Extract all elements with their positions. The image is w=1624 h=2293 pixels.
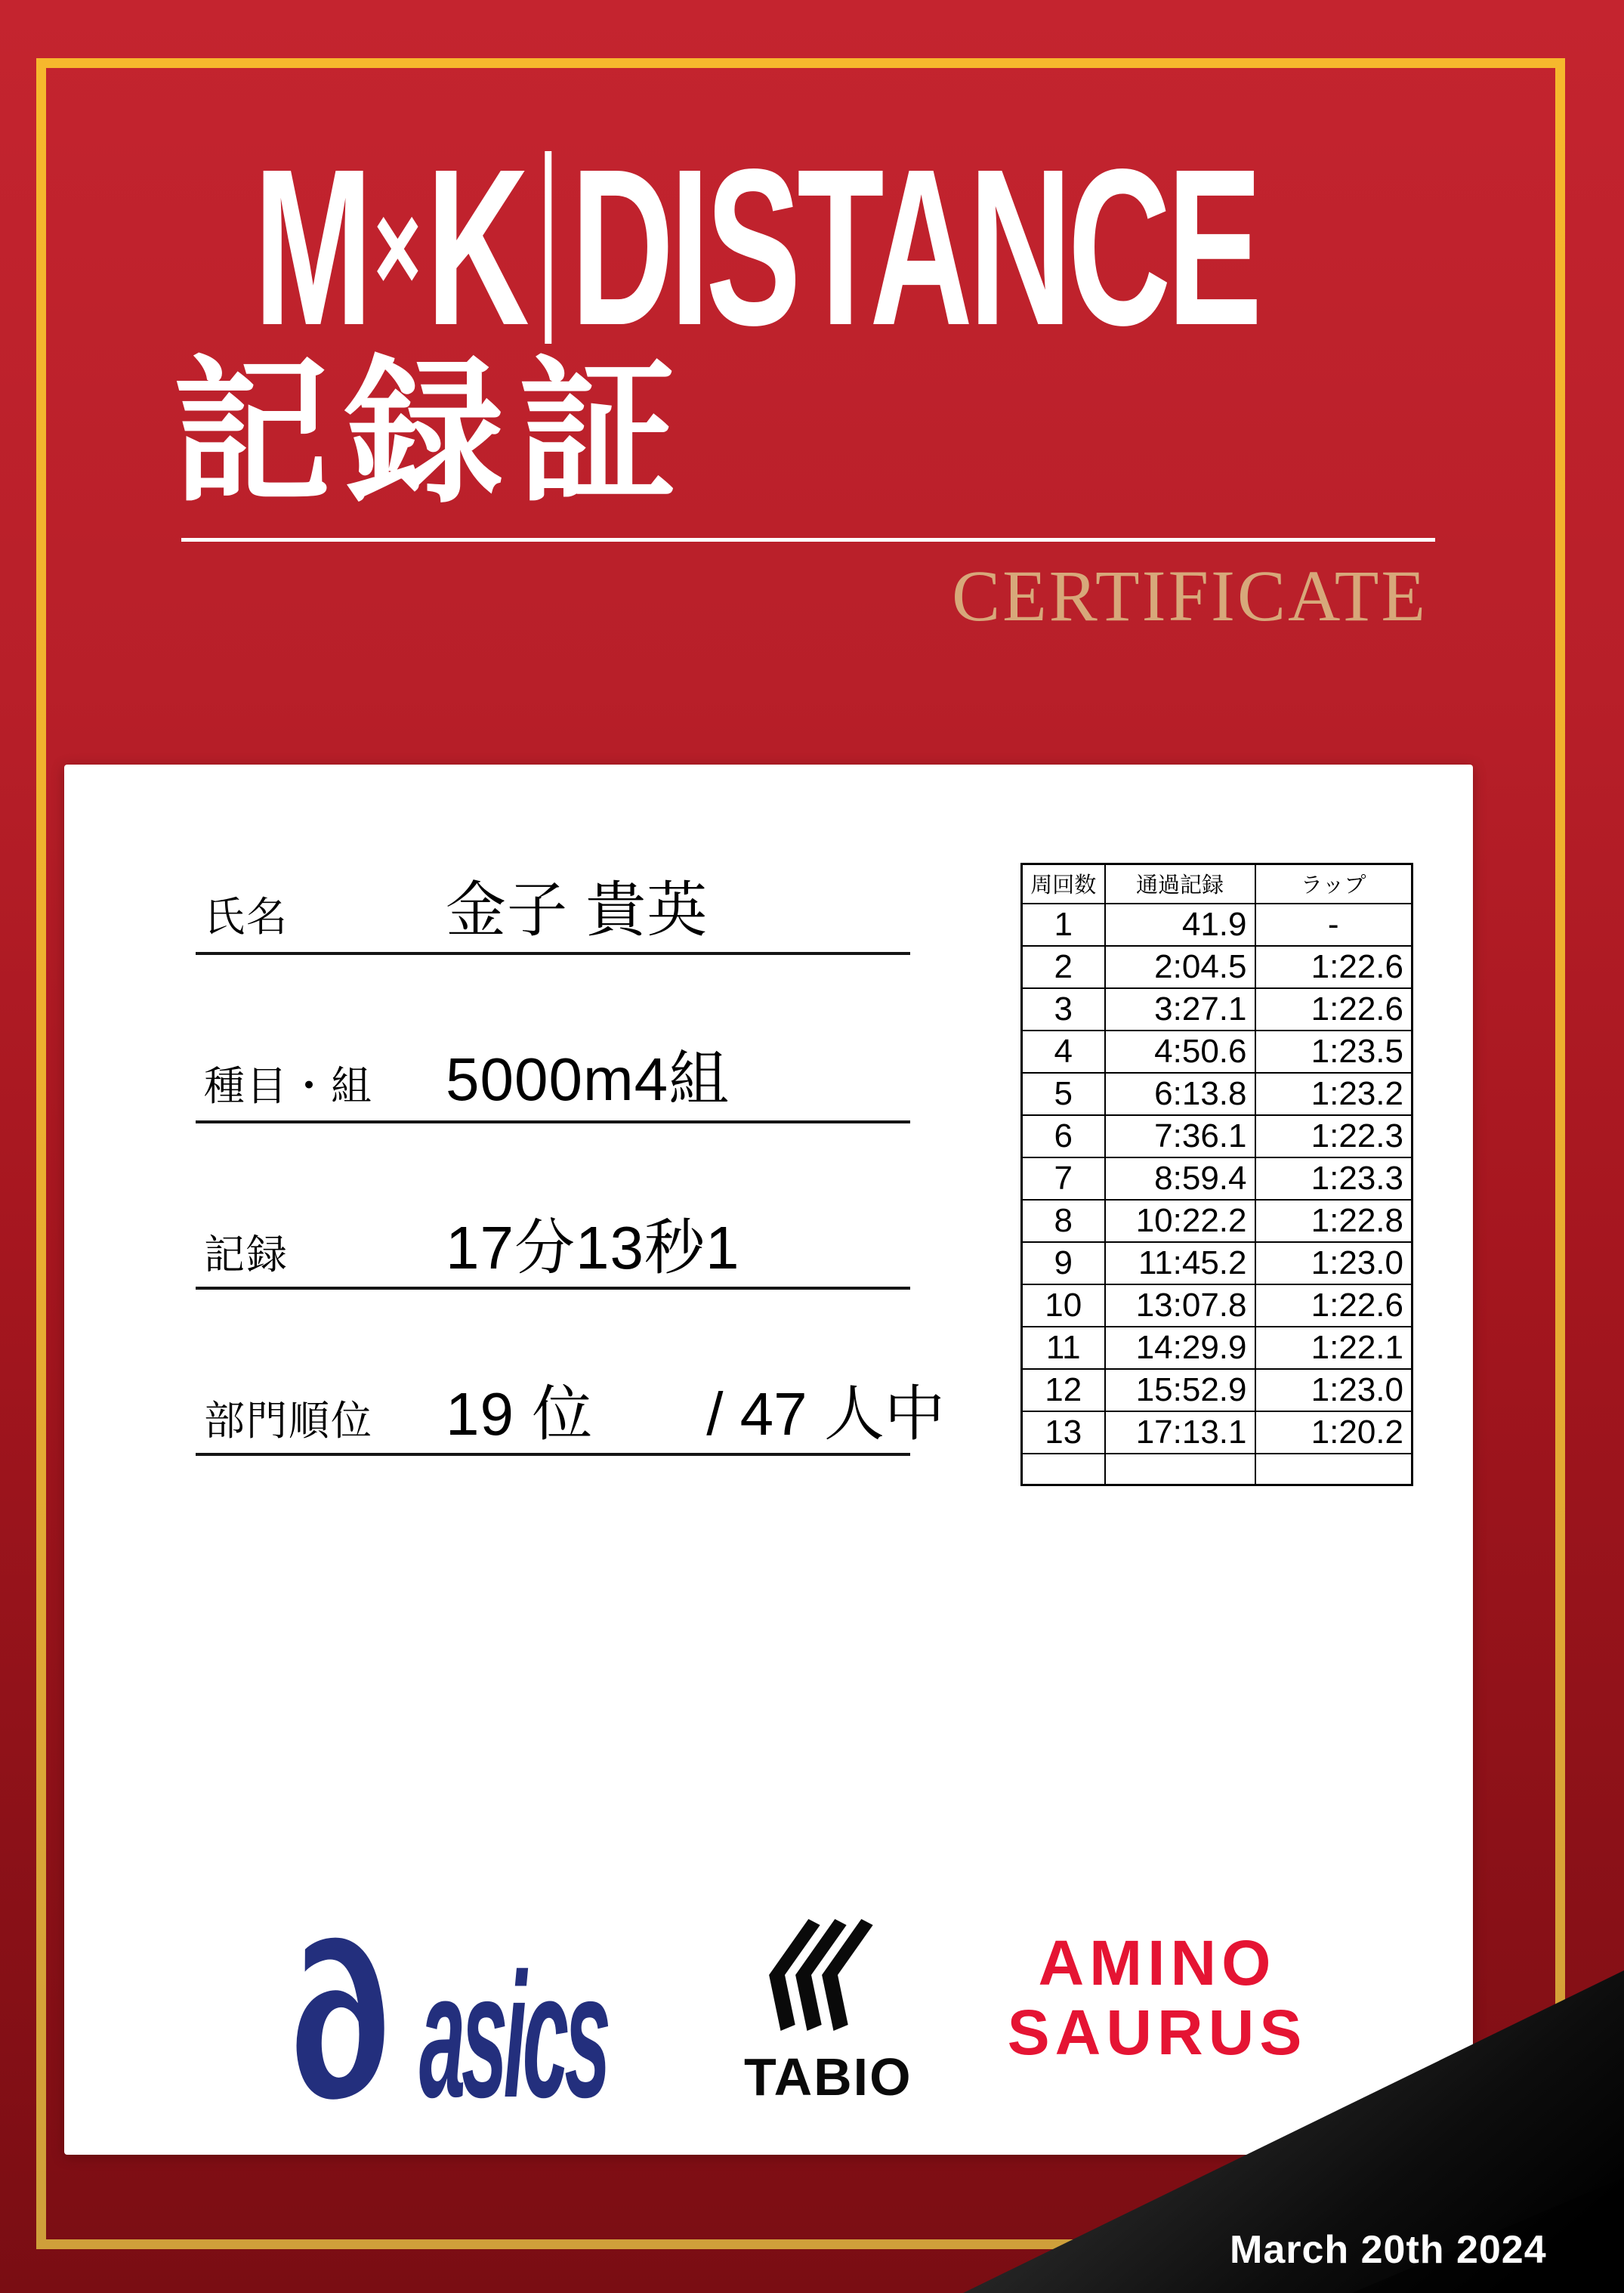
table-cell: 7 xyxy=(1022,1157,1105,1200)
table-row xyxy=(1022,1454,1413,1485)
table-cell: 5 xyxy=(1022,1073,1105,1115)
table-row xyxy=(1022,1327,1413,1369)
field-value-rank: 19 位 xyxy=(446,1380,594,1448)
table-header-cell: 周回数 xyxy=(1022,864,1105,904)
table-cell: 6:13.8 xyxy=(1105,1073,1255,1115)
table-row xyxy=(1022,988,1413,1031)
table-header-cell: ラップ xyxy=(1255,864,1413,904)
table-cell xyxy=(1022,1454,1105,1485)
table-row xyxy=(1022,1411,1413,1454)
table-cell: 13:07.8 xyxy=(1105,1284,1255,1327)
table-row xyxy=(1022,1115,1413,1157)
brand-logo xyxy=(254,122,1258,372)
field-underline xyxy=(196,1453,910,1456)
table-cell: 4:50.6 xyxy=(1105,1031,1255,1073)
field-label-name: 氏名 xyxy=(204,895,289,940)
table-row xyxy=(1022,1157,1413,1200)
table-header-row xyxy=(1022,864,1413,904)
table-row xyxy=(1022,1200,1413,1242)
certificate-card xyxy=(64,765,1473,2155)
table-cell: - xyxy=(1255,904,1413,946)
table-cell: 11:45.2 xyxy=(1105,1242,1255,1284)
table-cell: 1:22.6 xyxy=(1255,946,1413,988)
table-cell: 1:22.8 xyxy=(1255,1200,1413,1242)
tabio-logo-text: TABIO xyxy=(744,2047,912,2106)
table-row xyxy=(1022,1284,1413,1327)
table-cell: 7:36.1 xyxy=(1105,1115,1255,1157)
event-date: March 20th 2024 xyxy=(1230,2228,1547,2272)
table-cell: 1:22.1 xyxy=(1255,1327,1413,1369)
table-cell: 6 xyxy=(1022,1115,1105,1157)
table-row xyxy=(1022,1242,1413,1284)
table-cell: 1:22.3 xyxy=(1255,1115,1413,1157)
table-row xyxy=(1022,904,1413,946)
subtitle-certificate: CERTIFICATE xyxy=(952,555,1428,636)
table-cell: 10 xyxy=(1022,1284,1105,1327)
brand-letter-k: K xyxy=(426,122,526,372)
amino-line2: SAURUS xyxy=(1007,1997,1308,2069)
table-row xyxy=(1022,946,1413,988)
table-cell: 1:23.0 xyxy=(1255,1242,1413,1284)
field-value-rank-total: / 47 人中 xyxy=(706,1380,945,1448)
brand-letter-m: M xyxy=(254,122,369,372)
table-row xyxy=(1022,1369,1413,1411)
title-underline xyxy=(181,538,1435,542)
brand-times-symbol: × xyxy=(373,175,422,320)
table-cell: 8:59.4 xyxy=(1105,1157,1255,1200)
lap-table-header xyxy=(1022,864,1413,904)
field-label-rank: 部門順位 xyxy=(204,1398,373,1444)
amino-saurus-logo xyxy=(1008,1928,1308,2068)
amino-line1: AMINO xyxy=(1038,1927,1277,1998)
table-cell: 3 xyxy=(1022,988,1105,1031)
table-cell: 10:22.2 xyxy=(1105,1200,1255,1242)
lap-table xyxy=(1020,863,1413,1486)
table-cell: 4 xyxy=(1022,1031,1105,1073)
table-cell: 41.9 xyxy=(1105,904,1255,946)
table-cell xyxy=(1255,1454,1413,1485)
tabio-logo xyxy=(744,1919,912,2107)
table-cell: 9 xyxy=(1022,1242,1105,1284)
lap-table-body xyxy=(1022,904,1413,1485)
table-row xyxy=(1022,1031,1413,1073)
table-header-cell: 通過記録 xyxy=(1105,864,1255,904)
table-cell: 1:23.3 xyxy=(1255,1157,1413,1200)
table-cell: 12 xyxy=(1022,1369,1105,1411)
table-cell xyxy=(1105,1454,1255,1485)
field-label-event: 種目・組 xyxy=(204,1064,373,1109)
table-row xyxy=(1022,1073,1413,1115)
table-cell: 1:22.6 xyxy=(1255,1284,1413,1327)
table-cell: 13 xyxy=(1022,1411,1105,1454)
table-cell: 1 xyxy=(1022,904,1105,946)
table-cell: 2 xyxy=(1022,946,1105,988)
field-value-name: 金子 貴英 xyxy=(446,876,709,944)
tabio-chevrons-icon xyxy=(748,1919,899,2031)
table-cell: 14:29.9 xyxy=(1105,1327,1255,1369)
asics-swirl-icon: ∂ xyxy=(258,1888,416,2151)
table-cell: 1:20.2 xyxy=(1255,1411,1413,1454)
table-cell: 15:52.9 xyxy=(1105,1369,1255,1411)
field-underline xyxy=(196,1287,910,1290)
field-underline xyxy=(196,952,910,955)
table-cell: 1:22.6 xyxy=(1255,988,1413,1031)
table-cell: 3:27.1 xyxy=(1105,988,1255,1031)
table-cell: 11 xyxy=(1022,1327,1105,1369)
table-cell: 2:04.5 xyxy=(1105,946,1255,988)
table-cell: 8 xyxy=(1022,1200,1105,1242)
page-title: 記録証 xyxy=(172,347,691,522)
field-label-record: 記録 xyxy=(204,1232,289,1278)
brand-name: DISTANCE xyxy=(570,122,1258,372)
field-value-event: 5000m4組 xyxy=(446,1046,730,1113)
table-cell: 1:23.5 xyxy=(1255,1031,1413,1073)
table-cell: 1:23.0 xyxy=(1255,1369,1413,1411)
brand-divider-bar xyxy=(545,151,551,344)
table-cell: 1:23.2 xyxy=(1255,1073,1413,1115)
asics-logo-text: asics xyxy=(419,1936,607,2134)
field-value-record: 17分13秒1 xyxy=(446,1214,740,1281)
field-underline xyxy=(196,1120,910,1123)
table-cell: 17:13.1 xyxy=(1105,1411,1255,1454)
